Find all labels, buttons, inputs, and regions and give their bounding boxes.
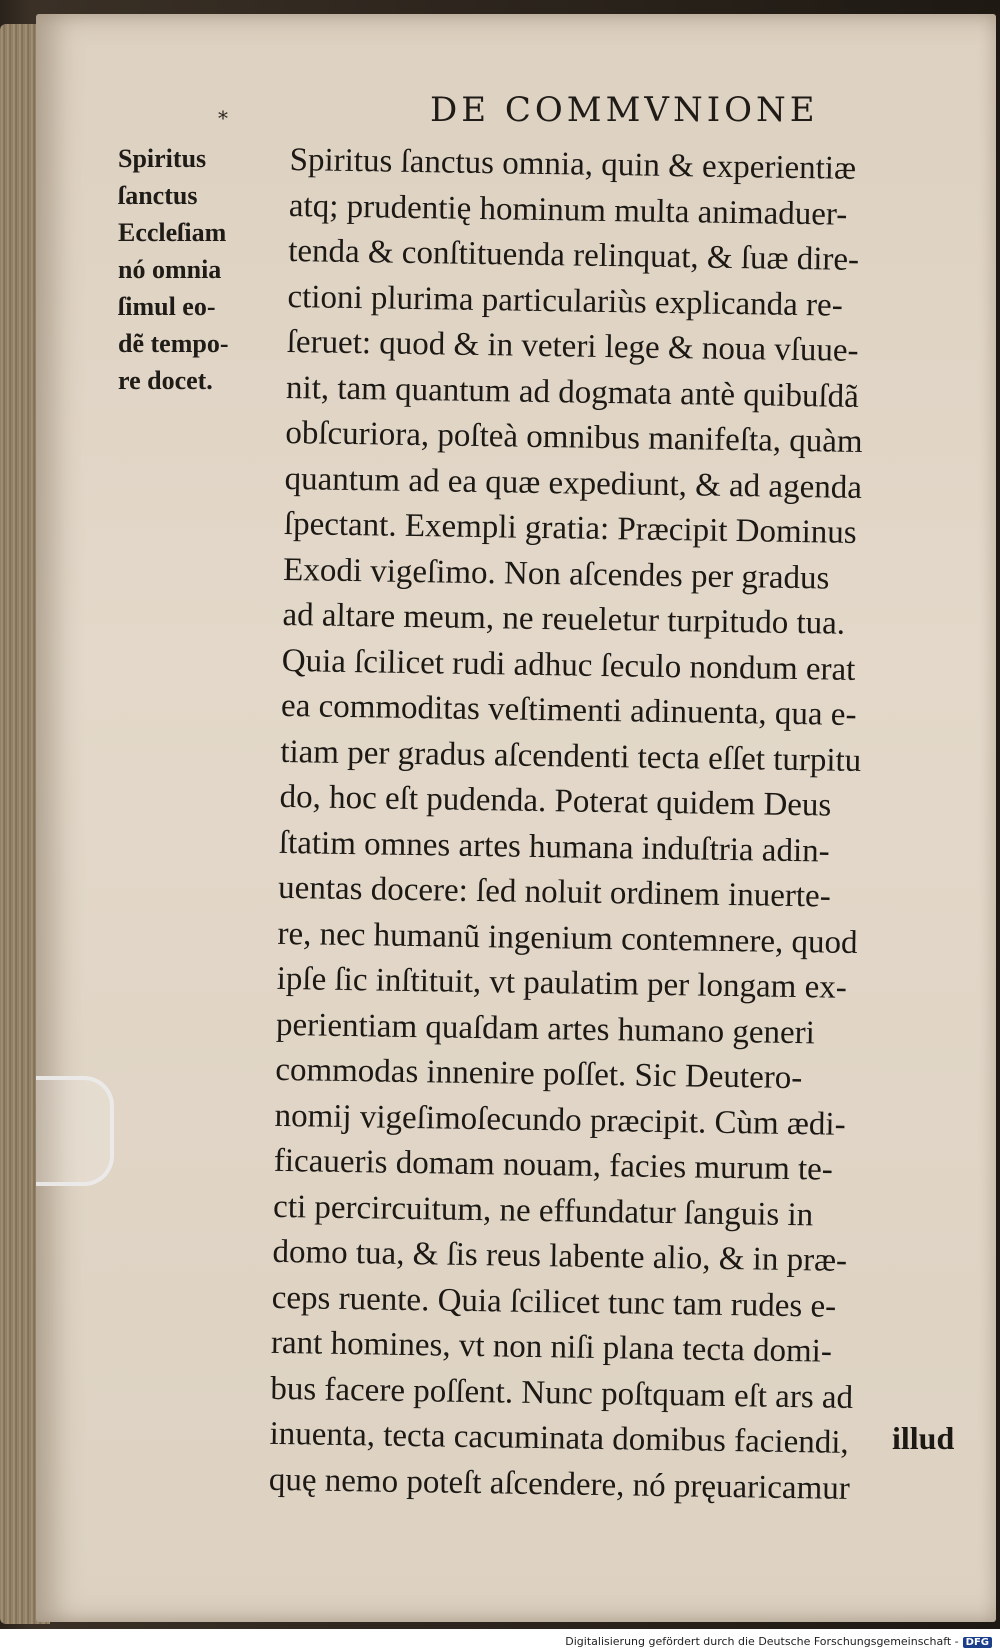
text-line: tiam per gradus aſcendenti tecta eſſet turpitu <box>280 733 862 779</box>
text-line: uentas docere: ſed noluit ordinem inuerte- <box>277 869 831 915</box>
marginal-note-line: ſanctus <box>118 181 198 210</box>
text-line: ſpectant. Exempli gratia: Præcipit Dominus <box>283 505 857 551</box>
dfg-logo: DFG <box>963 1637 992 1648</box>
text-line: inuenta, tecta cacuminata domibus faciendi, <box>269 1415 849 1461</box>
text-line: obſcuriora, poſteà omnibus manifeſta, quàm <box>285 414 863 461</box>
footer-credit <box>565 1635 992 1648</box>
text-line: ea commoditas veſtimenti adinuenta, qua e- <box>280 687 857 733</box>
text-line: do, hoc eſt pudenda. Poterat quidem Deus <box>279 778 832 824</box>
ornament-mark: * <box>218 106 228 130</box>
marginal-note-line: re docet. <box>118 366 213 395</box>
marginal-note <box>118 140 268 399</box>
text-line: perientiam quaſdam artes humano generi <box>275 1006 816 1051</box>
body-text <box>269 138 980 1514</box>
text-line: ceps ruente. Quia ſcilicet tunc tam rudes e- <box>271 1279 837 1325</box>
footer-text: Digitalisierung gefördert durch die Deutsche Forschungsgemeinschaft - <box>565 1635 959 1648</box>
text-line: bus facere poſſent. Nunc poſtquam eſt ars ad <box>270 1370 854 1416</box>
running-head: DE COMMVNIONE <box>430 90 819 130</box>
text-line: cti percircuitum, ne effundatur ſanguis in <box>272 1188 814 1233</box>
footer-bar <box>0 1629 1000 1651</box>
marginal-note-line: Spiritus <box>118 144 207 173</box>
text-line: quę nemo poteſt aſcendere, nó pręuaricamur <box>268 1461 851 1507</box>
text-line: ſeruet: quod & in veteri lege & noua vſuue- <box>286 323 859 369</box>
text-line: ipſe ſic inſtituit, vt paulatim per longam ex- <box>276 960 848 1006</box>
text-line: Exodi vigeſimo. Non aſcendes per gradus <box>282 551 830 597</box>
text-line: tenda & conſtituenda relinquat, & ſuæ dire- <box>287 232 860 278</box>
text-line: rant homines, vt non niſi plana tecta domi- <box>270 1324 833 1370</box>
text-line: domo tua, & ſis reus labente alio, & in præ- <box>272 1233 848 1279</box>
text-line: nomij vigeſimoſecundo præcipit. Cùm ædi- <box>274 1097 846 1143</box>
text-line: ficaueris domam nouam, facies murum te- <box>273 1142 834 1188</box>
text-line: ſtatim omnes artes humana induſtria adin- <box>278 824 830 870</box>
text-line: ad altare meum, ne reueletur turpitudo tua. <box>282 596 846 642</box>
text-line: quantum ad ea quæ expediunt, & ad agenda <box>284 460 863 506</box>
text-line: nit, tam quantum ad dogmata antè quibuſdã <box>285 369 860 415</box>
marginal-note-line: dẽ tempo- <box>118 329 229 358</box>
page-clip <box>36 1076 114 1186</box>
text-line: atq; prudentię hominum multa animaduer- <box>288 187 848 233</box>
text-line: Spiritus ſanctus omnia, quin & experientiæ <box>289 141 857 187</box>
catchword: illud <box>892 1420 955 1456</box>
marginal-note-line: Eccleſiam <box>118 218 227 247</box>
text-line: commodas innenire poſſet. Sic Deutero- <box>275 1051 803 1097</box>
marginal-note-line: ſimul eo- <box>118 292 216 321</box>
marginal-note-line: nó omnia <box>118 255 222 284</box>
text-line: ctioni plurima particulariùs explicanda re- <box>287 278 844 324</box>
text-line: re, nec humanũ ingenium contemnere, quod <box>277 915 858 961</box>
text-line: Quia ſcilicet rudi adhuc ſeculo nondum erat <box>281 642 856 688</box>
